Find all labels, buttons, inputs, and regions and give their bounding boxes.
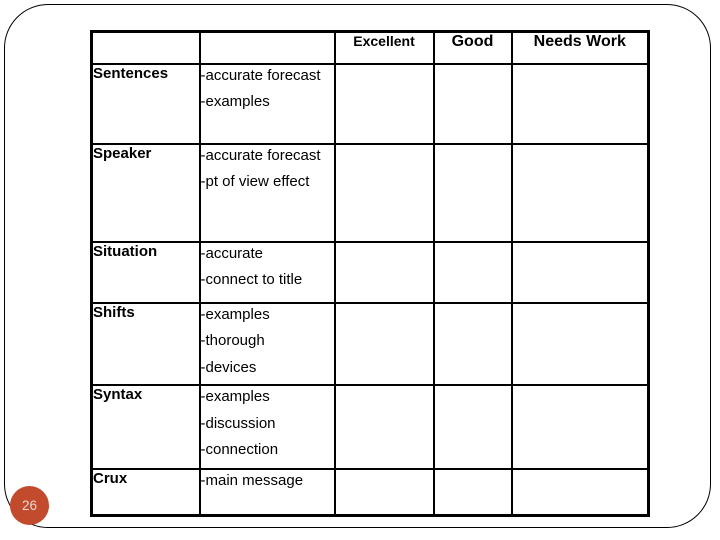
row-label: Speaker bbox=[92, 144, 200, 242]
rating-cell-good bbox=[434, 242, 512, 303]
table-row-shifts bbox=[92, 303, 649, 385]
page-number-badge bbox=[10, 486, 49, 525]
criteria-line: -connection bbox=[200, 441, 279, 459]
table-row-syntax bbox=[92, 385, 649, 469]
row-label: Situation bbox=[92, 242, 200, 303]
criteria-line: -examples bbox=[200, 387, 270, 405]
rating-cell-excellent bbox=[335, 303, 434, 385]
criteria-cell bbox=[200, 144, 335, 242]
header-empty-cell bbox=[92, 32, 200, 64]
table-row-speaker bbox=[92, 144, 649, 242]
rating-cell-excellent bbox=[335, 242, 434, 303]
rating-cell-excellent bbox=[335, 385, 434, 469]
criteria-cell bbox=[200, 303, 335, 385]
criteria-line: -discussion bbox=[200, 414, 276, 432]
criteria-line: -thorough bbox=[200, 332, 265, 350]
rating-cell-needs-work bbox=[512, 242, 649, 303]
row-label: Crux bbox=[92, 469, 200, 516]
header-row bbox=[92, 32, 649, 64]
criteria-line: -examples bbox=[200, 305, 270, 323]
row-label: Shifts bbox=[92, 303, 200, 385]
rating-cell-excellent bbox=[335, 144, 434, 242]
row-label: Syntax bbox=[92, 385, 200, 469]
rubric-table bbox=[90, 30, 650, 517]
page-number: 26 bbox=[21, 498, 38, 513]
criteria-line: -devices bbox=[200, 359, 257, 376]
rating-cell-good bbox=[434, 64, 512, 144]
rating-cell-needs-work bbox=[512, 385, 649, 469]
criteria-line: -examples bbox=[200, 93, 270, 111]
rating-cell-needs-work bbox=[512, 144, 649, 242]
criteria-cell bbox=[200, 64, 335, 144]
table-row-situation bbox=[92, 242, 649, 303]
criteria-line: -connect to title bbox=[200, 271, 303, 289]
rating-cell-needs-work bbox=[512, 64, 649, 144]
header-cell-needs-work: Needs Work bbox=[512, 32, 649, 64]
criteria-cell bbox=[200, 385, 335, 469]
criteria-line: -pt of view effect bbox=[200, 173, 310, 191]
header-empty-cell bbox=[200, 32, 335, 64]
header-cell-good: Good bbox=[434, 32, 512, 64]
table-row-crux bbox=[92, 469, 649, 516]
criteria-cell bbox=[200, 242, 335, 303]
rating-cell-good bbox=[434, 385, 512, 469]
rating-cell-good bbox=[434, 303, 512, 385]
rating-cell-good bbox=[434, 144, 512, 242]
criteria-line: -main message bbox=[200, 471, 304, 489]
rating-cell-excellent bbox=[335, 64, 434, 144]
rating-cell-needs-work bbox=[512, 303, 649, 385]
rating-cell-good bbox=[434, 469, 512, 516]
criteria-cell bbox=[200, 469, 335, 516]
row-label: Sentences bbox=[92, 64, 200, 144]
rating-cell-excellent bbox=[335, 469, 434, 516]
rating-cell-needs-work bbox=[512, 469, 649, 516]
criteria-line: -accurate bbox=[200, 244, 264, 262]
criteria-line: -accurate forecast bbox=[200, 66, 321, 84]
table-row-sentences bbox=[92, 64, 649, 144]
header-cell-excellent: Excellent bbox=[335, 32, 434, 64]
criteria-line: -accurate forecast bbox=[200, 146, 321, 164]
